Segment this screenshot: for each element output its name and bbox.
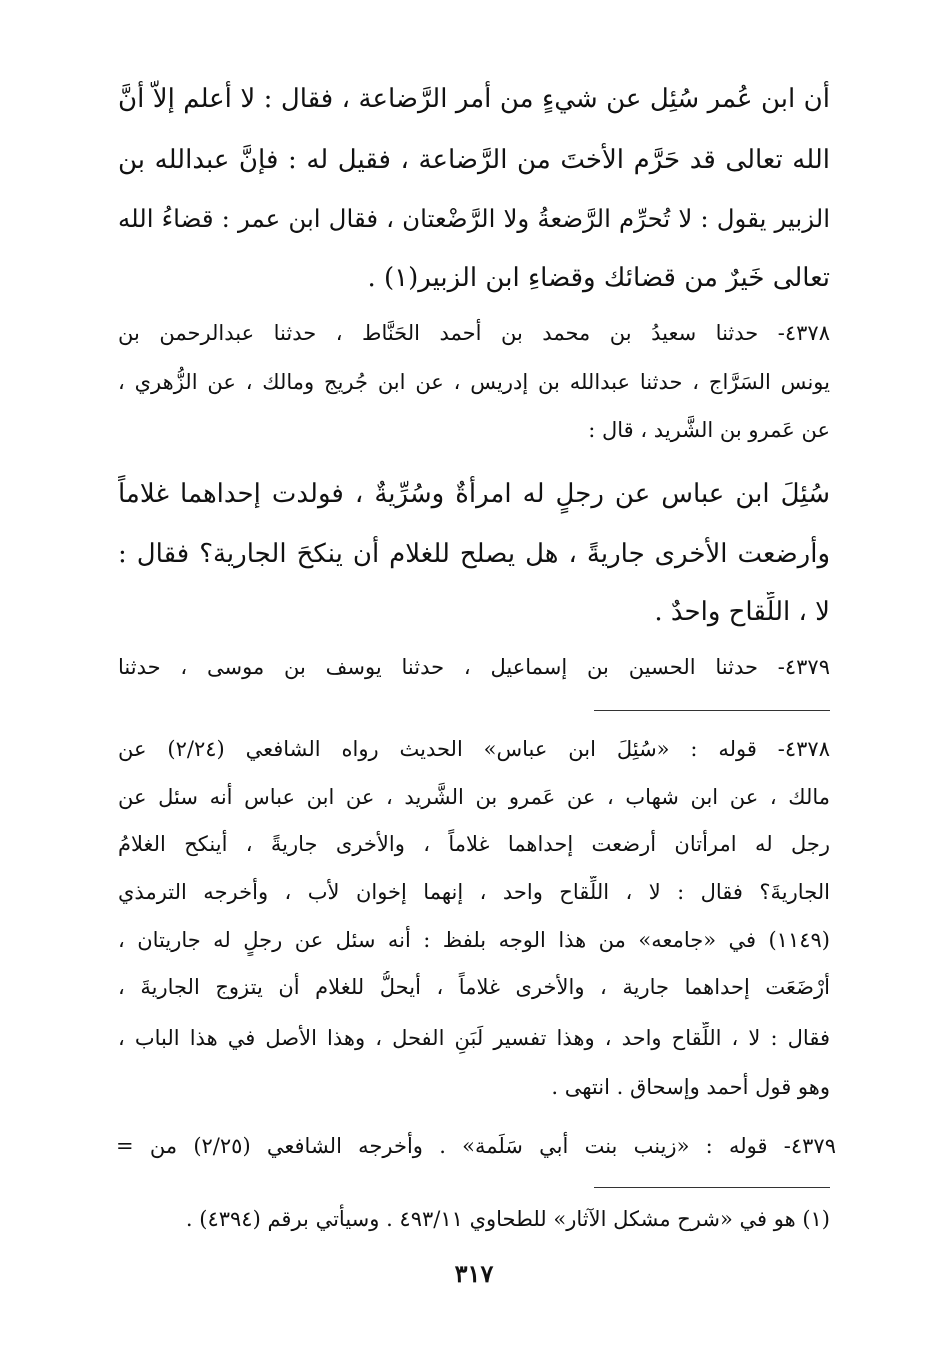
hadith-4378-text-line: وأرضعت الأخرى جاريةً ، هل يصلح للغلام أن ينكحَ الجارية؟ فقال : (118, 539, 830, 569)
footnote: (١) هو في «شرح مشكل الآثار» للطحاوي ٤٩٣/١١ . وسيأتي برقم (٤٣٩٤) . (185, 1207, 830, 1231)
commentary-line: مالك ، عن ابن شهاب ، عن عَمرو بن الشَّريد ، عن ابن عباس أنه سئل عن (118, 785, 830, 809)
footnote-separator (594, 1187, 830, 1188)
main-text-line: الزبير يقول : لا تُحرِّم الرَّضعةُ ولا الرَّضْعتان ، فقال ابن عمر : قضاءُ الله (118, 204, 830, 233)
commentary-line: ٤٣٧٩- قوله : «زينب بنت أبي سَلَمة» . وأخرجه الشافعي (٢/٢٥) من = (116, 1134, 836, 1158)
main-text-line: الله تعالى قد حَرَّم الأختَ من الرَّضاعة ، فقيل له : فإنَّ عبدالله بن (118, 145, 830, 175)
main-text-line: تعالى خَيرٌ من قضائك وقضاءِ ابن الزبير(١) . (367, 263, 830, 293)
commentary-line: ٤٣٧٨- قوله : «سُئِلَ ابن عباس» الحديث رواه الشافعي (٢/٢٤) عن (118, 737, 830, 761)
hadith-4378-chain-line: عن عَمرو بن الشَّريد ، قال : (588, 418, 830, 442)
commentary-line: الجاريةَ؟ فقال : لا ، اللِّقاح واحد ، إنهما إخوان لأب ، وأخرجه الترمذي (118, 880, 830, 904)
main-text-line: أن ابن عُمر سُئِل عن شيءٍ من أمر الرَّضاعة ، فقال : لا أعلم إلاّ أنَّ (118, 84, 830, 114)
commentary-line: فقال : لا ، اللِّقاح واحد ، وهذا تفسير لَبَنِ الفحل ، وهذا الأصل في هذا الباب ، (118, 1026, 830, 1050)
hadith-4378-text-line: لا ، اللِّقاح واحدٌ . (654, 597, 830, 627)
hadith-4378-chain-line: يونس السَرَّاج ، حدثنا عبدالله بن إدريس ، عن ابن جُريج ومالك ، عن الزُّهري ، (118, 370, 830, 394)
hadith-4378-text-line: سُئِلَ ابن عباس عن رجلٍ له امرأةٌ وسُرِّيةٌ ، فولدت إحداهما غلاماً (118, 479, 830, 509)
hadith-4379-chain-line: ٤٣٧٩- حدثنا الحسين بن إسماعيل ، حدثنا يوسف بن موسى ، حدثنا (118, 655, 830, 679)
commentary-line: وهو قول أحمد وإسحاق . انتهى . (551, 1075, 830, 1099)
commentary-line: أرْضَعَت إحداهما جارية ، والأخرى غلاماً ، أيحلُّ للغلام أن يتزوج الجاريةَ ، (118, 975, 830, 999)
commentary-line: (١١٤٩) في «جامعه» من هذا الوجه بلفظ : أنه سئل عن رجلٍ له جاريتان ، (118, 928, 830, 952)
page-number: ٣١٧ (454, 1259, 494, 1288)
commentary-separator (594, 710, 830, 711)
hadith-4378-chain-line: ٤٣٧٨- حدثنا سعيدُ بن محمد بن أحمد الحَنَّاط ، حدثنا عبدالرحمن بن (118, 321, 830, 345)
commentary-line: رجل له امرأتان أرضعت إحداهما غلاماً ، والأخرى جاريةً ، أينكح الغلامُ (118, 832, 830, 856)
